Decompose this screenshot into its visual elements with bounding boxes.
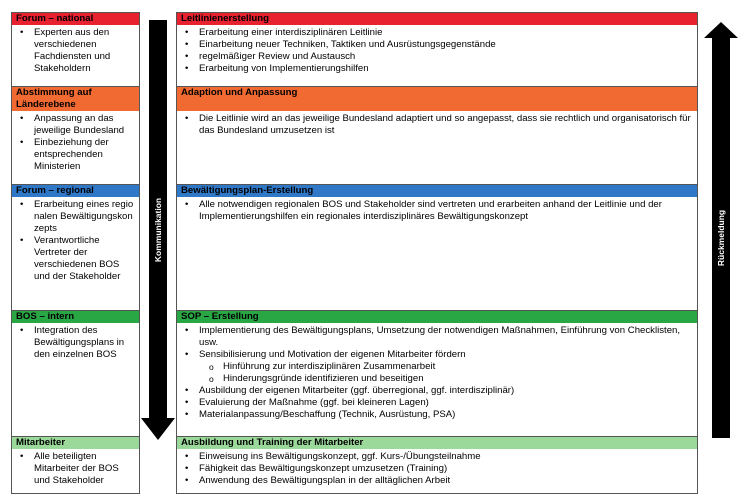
bos-intern-box	[11, 311, 140, 437]
list-item: • Verantwortliche Vertreter der verschiedenen BOS und der Stakeholder	[16, 235, 135, 283]
list-item: • Erarbeitung eines regionalen Bewältigungskonzepts	[16, 199, 135, 235]
list-item: • Ausbildung der eigenen Mitarbeiter (ggf. überregional, ggf. interdisziplinär)	[181, 385, 693, 397]
mitarbeiter-title: Mitarbeiter	[12, 437, 139, 449]
list-item: • Einbeziehung der entsprechenden Ministerien	[16, 137, 135, 173]
mitarbeiter-box	[11, 437, 140, 494]
sop-title: SOP – Erstellung	[177, 311, 697, 323]
list-item: • Evaluierung der Maßnahme (ggf. bei kleineren Lagen)	[181, 397, 693, 409]
forum-regional-title: Forum – regional	[12, 185, 139, 197]
adaption-title: Adaption und Anpassung	[177, 87, 697, 111]
list-item: • Alle beteiligten Mitarbeiter der BOS und Stakeholder	[16, 451, 135, 487]
sub-list-item: o Hinderungsgründe identifizieren und beseitigen	[181, 373, 693, 385]
forum-national-box	[11, 12, 140, 87]
leitlinienerstellung-title: Leitlinienerstellung	[177, 13, 697, 25]
list-item: • Einarbeitung neuer Techniken, Taktiken und Ausrüstungsgegenstände	[181, 39, 693, 51]
list-item: • Experten aus den verschiedenen Fachdiensten und Stakeholdern	[16, 27, 135, 75]
list-item: • Materialanpassung/Beschaffung (Technik, Ausrüstung, PSA)	[181, 409, 693, 421]
sop-box	[176, 311, 698, 437]
rueckmeldung-arrow	[704, 22, 738, 438]
list-item: • Anwendung des Bewältigungsplan in der alltäglichen Arbeit	[181, 475, 693, 487]
ausbildung-box	[176, 437, 698, 494]
laenderebene-box	[11, 87, 140, 185]
ausbildung-title: Ausbildung und Training der Mitarbeiter	[177, 437, 697, 449]
list-item: • Fähigkeit das Bewältigungskonzept umzusetzen (Training)	[181, 463, 693, 475]
kommunikation-label: Kommunikation	[153, 197, 163, 263]
right-column	[176, 12, 698, 494]
list-item: • regelmäßiger Review und Austausch	[181, 51, 693, 63]
left-column	[11, 12, 140, 494]
sub-list-item: o Hinführung zur interdisziplinären Zusammenarbeit	[181, 361, 693, 373]
rueckmeldung-label: Rückmeldung	[716, 209, 726, 267]
list-item: • Sensibilisierung und Motivation der eigenen Mitarbeiter fördern	[181, 349, 693, 361]
list-item: • Alle notwendigen regionalen BOS und Stakeholder sind vertreten und erarbeiten anhand der Leitlinie und der Implementierungshilfen ein regionales interdisziplinäres Bewältigungskonzept	[181, 199, 693, 223]
list-item: • Einweisung ins Bewältigungskonzept, ggf. Kurs-/Übungsteilnahme	[181, 451, 693, 463]
laenderebene-title: Abstimmung auf Länderebene	[12, 87, 139, 111]
bewaeltigungsplan-box	[176, 185, 698, 311]
list-item: • Implementierung des Bewältigungsplans, Umsetzung der notwendigen Maßnahmen, Einführung von Checklisten, usw.	[181, 325, 693, 349]
list-item: • Die Leitlinie wird an das jeweilige Bundesland adaptiert und so angepasst, dass sie rechtlich und organisatorisch für das Bundesland umzusetzen ist	[181, 113, 693, 137]
adaption-box	[176, 87, 698, 185]
forum-national-title: Forum – national	[12, 13, 139, 25]
list-item: • Integration des Bewältigungsplans in den einzelnen BOS	[16, 325, 135, 361]
bos-intern-title: BOS – intern	[12, 311, 139, 323]
list-item: • Erarbeitung einer interdisziplinären Leitlinie	[181, 27, 693, 39]
bewaeltigungsplan-title: Bewältigungsplan-Erstellung	[177, 185, 697, 197]
forum-regional-box	[11, 185, 140, 311]
list-item: • Erarbeitung von Implementierungshilfen	[181, 63, 693, 75]
list-item: • Anpassung an das jeweilige Bundesland	[16, 113, 135, 137]
kommunikation-arrow	[141, 20, 175, 440]
leitlinienerstellung-box	[176, 12, 698, 87]
